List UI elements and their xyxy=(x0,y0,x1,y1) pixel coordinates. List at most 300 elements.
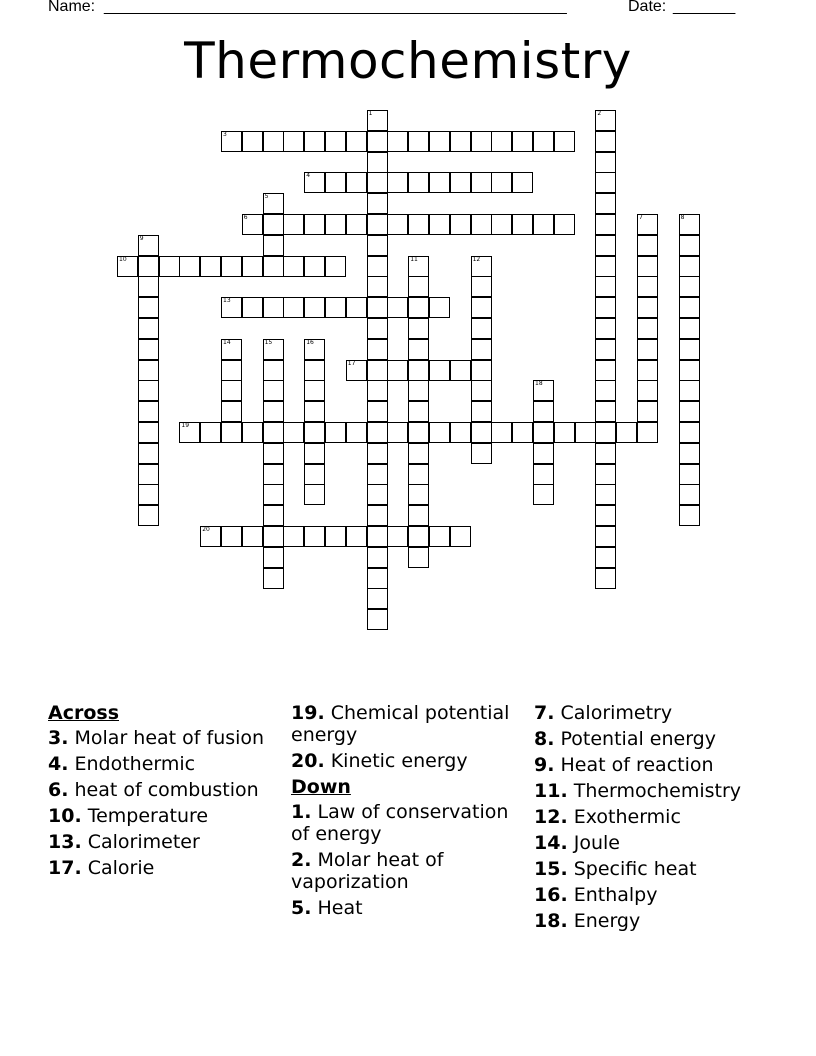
grid-cell[interactable] xyxy=(408,526,429,547)
grid-cell[interactable] xyxy=(283,297,304,318)
grid-cell[interactable] xyxy=(242,256,263,277)
grid-cell[interactable] xyxy=(679,256,700,277)
date-blank[interactable]: _______ xyxy=(673,0,736,15)
grid-cell[interactable] xyxy=(637,235,658,256)
clue-item xyxy=(48,805,283,827)
grid-cell[interactable] xyxy=(263,464,284,485)
grid-cell[interactable] xyxy=(138,297,159,318)
grid-cell[interactable] xyxy=(304,339,325,360)
grid-cell[interactable] xyxy=(367,547,388,568)
clue-item xyxy=(534,832,769,854)
grid-cell[interactable] xyxy=(595,484,616,505)
grid-cell[interactable] xyxy=(387,297,408,318)
grid-cell[interactable] xyxy=(408,318,429,339)
clue-number: 4. xyxy=(48,753,69,775)
grid-cell[interactable] xyxy=(367,110,388,131)
grid-cell[interactable] xyxy=(575,422,596,443)
grid-cell[interactable] xyxy=(283,131,304,152)
grid-cell[interactable] xyxy=(138,401,159,422)
clue-text: Endothermic xyxy=(74,753,196,775)
grid-cell[interactable] xyxy=(533,214,554,235)
grid-cell[interactable] xyxy=(595,422,616,443)
grid-cell[interactable] xyxy=(387,422,408,443)
clue-text: Chemical potential energy xyxy=(291,702,510,746)
grid-cell[interactable] xyxy=(346,131,367,152)
grid-cell[interactable] xyxy=(533,484,554,505)
grid-cell[interactable] xyxy=(325,131,346,152)
clue-number: 10. xyxy=(48,805,82,827)
grid-cell[interactable] xyxy=(408,484,429,505)
grid-cell[interactable] xyxy=(595,110,616,131)
grid-cell[interactable] xyxy=(595,339,616,360)
grid-cell[interactable] xyxy=(242,131,263,152)
clue-item xyxy=(291,702,526,746)
grid-cell[interactable] xyxy=(512,131,533,152)
clue-item xyxy=(534,910,769,932)
grid-cell[interactable] xyxy=(471,256,492,277)
grid-cell[interactable] xyxy=(387,526,408,547)
grid-cell[interactable] xyxy=(221,256,242,277)
grid-cell[interactable] xyxy=(159,256,180,277)
grid-cell[interactable] xyxy=(471,297,492,318)
clue-text: Calorimeter xyxy=(87,831,200,853)
grid-cell[interactable] xyxy=(450,422,471,443)
clue-text: Enthalpy xyxy=(573,884,658,906)
grid-cell[interactable] xyxy=(533,380,554,401)
across-clue-list-continued xyxy=(291,702,526,772)
grid-cell[interactable] xyxy=(325,256,346,277)
clue-number: 17. xyxy=(48,857,82,879)
grid-cell[interactable] xyxy=(491,214,512,235)
grid-cell[interactable] xyxy=(304,214,325,235)
grid-cell[interactable] xyxy=(263,484,284,505)
grid-cell[interactable] xyxy=(637,339,658,360)
date-label: Date: xyxy=(628,0,667,15)
grid-cell-number: 5 xyxy=(264,193,269,201)
grid-cell[interactable] xyxy=(387,360,408,381)
grid-cell[interactable] xyxy=(637,380,658,401)
down-clue-list-continued xyxy=(534,702,769,932)
clue-text: Energy xyxy=(573,910,641,932)
grid-cell[interactable] xyxy=(221,380,242,401)
grid-cell[interactable] xyxy=(138,318,159,339)
grid-cell[interactable] xyxy=(367,526,388,547)
grid-cell[interactable] xyxy=(304,380,325,401)
clue-number: 14. xyxy=(534,832,568,854)
grid-cell[interactable] xyxy=(595,193,616,214)
grid-cell[interactable] xyxy=(595,547,616,568)
grid-cell[interactable] xyxy=(679,318,700,339)
grid-cell[interactable] xyxy=(679,235,700,256)
grid-cell[interactable] xyxy=(408,256,429,277)
grid-cell[interactable] xyxy=(679,505,700,526)
clue-number: 11. xyxy=(534,780,568,802)
grid-cell[interactable] xyxy=(491,131,512,152)
grid-cell-number: 14 xyxy=(223,338,231,346)
grid-cell[interactable] xyxy=(263,339,284,360)
grid-cell[interactable] xyxy=(367,360,388,381)
grid-cell[interactable] xyxy=(325,422,346,443)
clue-number: 3. xyxy=(48,727,69,749)
grid-cell[interactable] xyxy=(408,276,429,297)
grid-cell[interactable] xyxy=(679,276,700,297)
grid-cell[interactable] xyxy=(679,297,700,318)
grid-cell[interactable] xyxy=(138,505,159,526)
grid-cell[interactable] xyxy=(346,422,367,443)
grid-cell[interactable] xyxy=(283,256,304,277)
grid-cell[interactable] xyxy=(679,422,700,443)
grid-cell-number: 17 xyxy=(347,359,356,367)
grid-cell[interactable] xyxy=(595,568,616,589)
grid-cell[interactable] xyxy=(533,443,554,464)
grid-cell[interactable] xyxy=(429,172,450,193)
grid-cell[interactable] xyxy=(554,131,575,152)
grid-cell[interactable] xyxy=(346,526,367,547)
clue-text: Molar heat of fusion xyxy=(74,727,265,749)
grid-cell[interactable] xyxy=(679,360,700,381)
grid-cell[interactable] xyxy=(616,422,637,443)
grid-cell[interactable] xyxy=(242,526,263,547)
grid-cell[interactable] xyxy=(408,547,429,568)
grid-cell[interactable] xyxy=(408,443,429,464)
clue-text: heat of combustion xyxy=(74,779,259,801)
grid-cell[interactable] xyxy=(367,276,388,297)
grid-cell[interactable] xyxy=(471,339,492,360)
grid-cell[interactable] xyxy=(491,422,512,443)
grid-cell[interactable] xyxy=(408,214,429,235)
clue-text: Molar heat of vaporization xyxy=(291,849,444,893)
grid-cell[interactable] xyxy=(450,526,471,547)
grid-cell[interactable] xyxy=(679,484,700,505)
grid-cell[interactable] xyxy=(304,172,325,193)
grid-cell[interactable] xyxy=(471,380,492,401)
grid-cell[interactable] xyxy=(471,422,492,443)
grid-cell[interactable] xyxy=(263,193,284,214)
grid-cell[interactable] xyxy=(595,131,616,152)
grid-cell[interactable] xyxy=(387,214,408,235)
grid-cell[interactable] xyxy=(367,193,388,214)
grid-cell[interactable] xyxy=(346,172,367,193)
grid-cell[interactable] xyxy=(408,297,429,318)
grid-cell[interactable] xyxy=(367,172,388,193)
grid-cell[interactable] xyxy=(387,131,408,152)
clue-number: 19. xyxy=(291,702,325,724)
grid-cell-number: 18 xyxy=(535,380,543,388)
grid-cell[interactable] xyxy=(263,547,284,568)
clue-number: 5. xyxy=(291,897,312,919)
clue-text: Heat xyxy=(317,897,363,919)
grid-cell[interactable] xyxy=(408,131,429,152)
grid-cell[interactable] xyxy=(471,276,492,297)
grid-cell[interactable] xyxy=(138,422,159,443)
grid-cell[interactable] xyxy=(533,464,554,485)
grid-cell[interactable] xyxy=(138,276,159,297)
grid-cell[interactable] xyxy=(138,360,159,381)
down-heading: Down xyxy=(291,776,351,798)
grid-cell[interactable] xyxy=(304,256,325,277)
grid-cell[interactable] xyxy=(346,214,367,235)
grid-cell[interactable] xyxy=(263,131,284,152)
grid-cell[interactable] xyxy=(367,568,388,589)
grid-cell[interactable] xyxy=(408,360,429,381)
grid-cell[interactable] xyxy=(283,214,304,235)
grid-cell[interactable] xyxy=(221,526,242,547)
grid-cell[interactable] xyxy=(408,422,429,443)
grid-cell[interactable] xyxy=(408,380,429,401)
grid-cell[interactable] xyxy=(512,422,533,443)
grid-cell[interactable] xyxy=(679,380,700,401)
grid-cell[interactable] xyxy=(512,172,533,193)
grid-cell[interactable] xyxy=(429,526,450,547)
grid-cell[interactable] xyxy=(367,464,388,485)
grid-cell[interactable] xyxy=(450,214,471,235)
grid-cell[interactable] xyxy=(138,235,159,256)
grid-cell[interactable] xyxy=(471,172,492,193)
grid-cell[interactable] xyxy=(117,256,138,277)
grid-cell[interactable] xyxy=(637,214,658,235)
clue-item xyxy=(48,753,283,775)
name-label: Name: xyxy=(48,0,96,15)
grid-cell[interactable] xyxy=(304,401,325,422)
grid-cell[interactable] xyxy=(304,297,325,318)
clue-text: Potential energy xyxy=(560,728,716,750)
grid-cell[interactable] xyxy=(221,339,242,360)
grid-cell-number: 10 xyxy=(119,255,127,263)
grid-cell[interactable] xyxy=(367,318,388,339)
grid-cell[interactable] xyxy=(367,484,388,505)
grid-cell[interactable] xyxy=(471,131,492,152)
grid-cell[interactable] xyxy=(138,464,159,485)
grid-cell[interactable] xyxy=(637,360,658,381)
grid-cell[interactable] xyxy=(283,422,304,443)
grid-cell[interactable] xyxy=(283,526,304,547)
clue-text: Thermochemistry xyxy=(573,780,742,802)
clue-number: 7. xyxy=(534,702,555,724)
grid-cell[interactable] xyxy=(637,297,658,318)
grid-cell[interactable] xyxy=(595,443,616,464)
grid-cell[interactable] xyxy=(263,568,284,589)
grid-cell[interactable] xyxy=(304,422,325,443)
grid-cell[interactable] xyxy=(179,256,200,277)
clue-text: Calorimetry xyxy=(560,702,673,724)
grid-cell[interactable] xyxy=(595,256,616,277)
grid-cell[interactable] xyxy=(429,297,450,318)
clue-number: 12. xyxy=(534,806,568,828)
grid-cell[interactable] xyxy=(325,214,346,235)
grid-cell[interactable] xyxy=(367,422,388,443)
grid-cell[interactable] xyxy=(138,339,159,360)
grid-cell[interactable] xyxy=(595,401,616,422)
grid-cell[interactable] xyxy=(367,235,388,256)
grid-cell[interactable] xyxy=(221,131,242,152)
grid-cell[interactable] xyxy=(408,505,429,526)
grid-cell[interactable] xyxy=(471,401,492,422)
grid-cell[interactable] xyxy=(408,401,429,422)
clue-column-1 xyxy=(48,702,283,883)
grid-cell[interactable] xyxy=(595,526,616,547)
clue-text: Temperature xyxy=(87,805,209,827)
grid-cell[interactable] xyxy=(367,380,388,401)
grid-cell[interactable] xyxy=(138,380,159,401)
grid-cell[interactable] xyxy=(533,422,554,443)
grid-cell[interactable] xyxy=(200,256,221,277)
grid-cell[interactable] xyxy=(242,297,263,318)
clue-number: 15. xyxy=(534,858,568,880)
grid-cell[interactable] xyxy=(263,422,284,443)
clue-text: Heat of reaction xyxy=(560,754,714,776)
grid-cell[interactable] xyxy=(200,526,221,547)
grid-cell[interactable] xyxy=(471,360,492,381)
grid-cell[interactable] xyxy=(367,152,388,173)
grid-cell-number: 1 xyxy=(368,110,373,117)
grid-cell[interactable] xyxy=(450,360,471,381)
clue-number: 18. xyxy=(534,910,568,932)
grid-cell[interactable] xyxy=(637,422,658,443)
grid-cell[interactable] xyxy=(595,360,616,381)
grid-cell[interactable] xyxy=(408,172,429,193)
grid-cell[interactable] xyxy=(595,380,616,401)
grid-cell[interactable] xyxy=(138,484,159,505)
grid-cell[interactable] xyxy=(471,214,492,235)
across-heading: Across xyxy=(48,702,120,724)
clue-item xyxy=(291,897,526,919)
grid-cell[interactable] xyxy=(637,401,658,422)
grid-cell[interactable] xyxy=(387,172,408,193)
grid-cell[interactable] xyxy=(367,505,388,526)
grid-cell[interactable] xyxy=(471,318,492,339)
grid-cell[interactable] xyxy=(304,131,325,152)
grid-cell[interactable] xyxy=(263,380,284,401)
grid-cell[interactable] xyxy=(346,360,367,381)
grid-cell[interactable] xyxy=(138,256,159,277)
grid-cell[interactable] xyxy=(429,422,450,443)
grid-cell[interactable] xyxy=(471,443,492,464)
grid-cell[interactable] xyxy=(263,360,284,381)
grid-cell[interactable] xyxy=(637,256,658,277)
grid-cell[interactable] xyxy=(595,464,616,485)
grid-cell[interactable] xyxy=(221,360,242,381)
grid-cell[interactable] xyxy=(304,443,325,464)
grid-cell[interactable] xyxy=(325,297,346,318)
grid-cell[interactable] xyxy=(263,214,284,235)
clue-item xyxy=(534,858,769,880)
grid-cell[interactable] xyxy=(408,464,429,485)
grid-cell[interactable] xyxy=(595,505,616,526)
grid-cell[interactable] xyxy=(304,360,325,381)
grid-cell[interactable] xyxy=(242,214,263,235)
grid-cell[interactable] xyxy=(263,401,284,422)
grid-cell[interactable] xyxy=(263,505,284,526)
grid-cell[interactable] xyxy=(450,131,471,152)
grid-cell[interactable] xyxy=(554,214,575,235)
clue-column-3 xyxy=(534,702,769,936)
grid-cell[interactable] xyxy=(263,235,284,256)
clue-number: 9. xyxy=(534,754,555,776)
grid-cell[interactable] xyxy=(263,297,284,318)
grid-cell[interactable] xyxy=(637,276,658,297)
grid-cell[interactable] xyxy=(304,526,325,547)
clue-item xyxy=(534,806,769,828)
grid-cell-number: 12 xyxy=(472,255,481,263)
clue-item xyxy=(534,702,769,724)
grid-cell[interactable] xyxy=(367,297,388,318)
grid-cell[interactable] xyxy=(679,464,700,485)
grid-cell[interactable] xyxy=(325,172,346,193)
grid-cell[interactable] xyxy=(304,464,325,485)
grid-cell[interactable] xyxy=(367,401,388,422)
grid-cell[interactable] xyxy=(512,214,533,235)
grid-cell[interactable] xyxy=(367,339,388,360)
clue-number: 20. xyxy=(291,750,325,772)
grid-cell[interactable] xyxy=(491,172,512,193)
grid-cell[interactable] xyxy=(367,256,388,277)
name-blank[interactable]: ____________________________________________________ xyxy=(104,0,567,15)
grid-cell[interactable] xyxy=(429,360,450,381)
grid-cell[interactable] xyxy=(595,214,616,235)
grid-cell-number: 2 xyxy=(597,110,602,117)
grid-cell[interactable] xyxy=(595,172,616,193)
grid-cell[interactable] xyxy=(242,422,263,443)
grid-cell[interactable] xyxy=(138,443,159,464)
grid-cell[interactable] xyxy=(533,401,554,422)
clue-text: Kinetic energy xyxy=(330,750,468,772)
grid-cell[interactable] xyxy=(367,443,388,464)
grid-cell-number: 7 xyxy=(639,214,643,221)
grid-cell[interactable] xyxy=(554,422,575,443)
grid-cell[interactable] xyxy=(367,131,388,152)
grid-cell[interactable] xyxy=(221,297,242,318)
grid-cell[interactable] xyxy=(200,422,221,443)
grid-cell[interactable] xyxy=(429,131,450,152)
grid-cell[interactable] xyxy=(263,526,284,547)
grid-cell[interactable] xyxy=(595,297,616,318)
grid-cell[interactable] xyxy=(408,339,429,360)
clue-item xyxy=(291,801,526,845)
clue-item xyxy=(48,779,283,801)
grid-cell[interactable] xyxy=(304,484,325,505)
grid-cell[interactable] xyxy=(367,588,388,609)
clue-number: 2. xyxy=(291,849,312,871)
grid-cell[interactable] xyxy=(595,235,616,256)
clue-text: Law of conservation of energy xyxy=(291,801,509,845)
grid-cell[interactable] xyxy=(263,256,284,277)
clue-item xyxy=(534,728,769,750)
grid-cell[interactable] xyxy=(679,401,700,422)
grid-cell-number: 4 xyxy=(306,172,311,180)
grid-cell[interactable] xyxy=(637,318,658,339)
grid-cell[interactable] xyxy=(367,609,388,630)
grid-cell[interactable] xyxy=(429,214,450,235)
grid-cell[interactable] xyxy=(367,214,388,235)
grid-cell[interactable] xyxy=(221,422,242,443)
grid-cell[interactable] xyxy=(221,401,242,422)
grid-cell[interactable] xyxy=(679,339,700,360)
grid-cell-number: 9 xyxy=(139,234,144,242)
grid-cell[interactable] xyxy=(595,276,616,297)
grid-cell[interactable] xyxy=(595,318,616,339)
grid-cell[interactable] xyxy=(595,152,616,173)
grid-cell[interactable] xyxy=(325,526,346,547)
grid-cell[interactable] xyxy=(679,443,700,464)
grid-cell[interactable] xyxy=(450,172,471,193)
grid-cell[interactable] xyxy=(263,443,284,464)
grid-cell[interactable] xyxy=(533,131,554,152)
clue-column-2 xyxy=(291,702,526,923)
clue-number: 13. xyxy=(48,831,82,853)
grid-cell[interactable] xyxy=(179,422,200,443)
grid-cell[interactable] xyxy=(679,214,700,235)
grid-cell[interactable] xyxy=(346,297,367,318)
